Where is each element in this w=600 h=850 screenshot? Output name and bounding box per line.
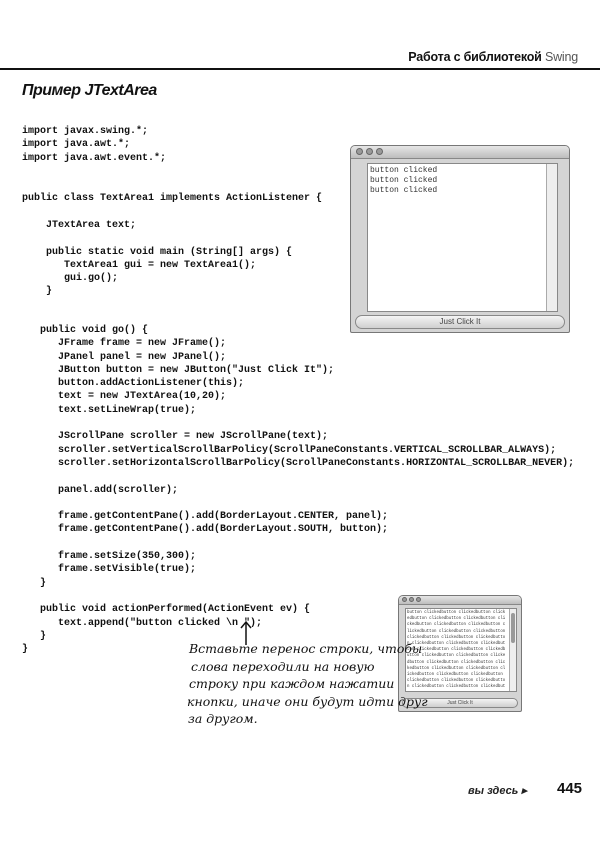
just-click-it-button[interactable]: Just Click It — [402, 698, 518, 708]
text-line: button clicked — [370, 186, 438, 195]
text-content: button clickedbutton clickedbutton clickedbutton clickedbutton clickedbutton clickedbutton clickedbutton clickedbutton clickedbutton clickedbutton clickedbutton clickedbutton clickedbutton clickedbutton clickedbutton clickedbutton clickedbutton clickedbutton clickedbutton clickedbutton clickedbutton clickedbutton clickedbutton clickedbutton clickedbutton clickedbutton clickedbutton clickedbutton clickedbutton clickedbutton clickedbutton clickedbutton clickedbutton clickedbutton clickedbutton clickedbutton clickedbut — [407, 611, 506, 690]
section-title: Пример JTextArea — [22, 82, 157, 99]
annotation-line: кнопки, иначе они будут идти друг — [187, 693, 428, 709]
vertical-scrollbar[interactable] — [546, 164, 557, 311]
handwritten-annotation — [187, 640, 428, 728]
minimize-icon — [366, 148, 373, 155]
close-icon — [356, 148, 363, 155]
annotation-line: за другом. — [188, 711, 258, 726]
running-header — [408, 50, 578, 64]
text-line: button clicked — [370, 176, 438, 185]
code-class-declaration: public class TextArea1 implements ActionListener { — [22, 193, 323, 204]
scrollbar-thumb[interactable] — [511, 613, 515, 643]
close-icon — [402, 597, 407, 602]
annotation-line: слова переходили на новую — [191, 658, 375, 674]
vertical-scrollbar[interactable] — [509, 609, 516, 691]
footer-you-are-here: вы здесь ▸ — [468, 785, 527, 797]
text-line: button clicked — [370, 166, 438, 175]
code-go-method: public void go() { JFrame frame = new JFrame(); JPanel panel = new JPanel(); JButton button = new JButton("Just Click It"); button.addActionListener(this); text = new JTextArea(10,20); text.setLineWrap(true); JScrollPane scroller = new JScrollPane(text); scroller.setVerticalScrollBarPolicy(ScrollPaneConstants.VERTICAL_SCROLLBAR_ALWAYS); scroller.setHorizontalScrollBarPolicy(ScrollPaneConstants.HORIZONTAL_SCROLLBAR_NEVER); panel.add(scroller); frame.getContentPane().add(BorderLayout.CENTER, panel); frame.getContentPane().add(BorderLayout.SOUTH, button); frame.setSize(350,300); frame.setVisible(true); } public void actionPerformed(ActionEvent ev) { text.append("button clicked \n "); } } — [22, 325, 575, 656]
header-title-swing: Swing — [544, 50, 578, 64]
window-titlebar — [351, 146, 569, 159]
annotation-line: Вставьте перенос строки, чтобы — [189, 641, 423, 656]
code-imports: import javax.swing.*; import java.awt.*; import java.awt.event.*; — [22, 126, 167, 164]
header-title: Работа с библиотекой — [408, 50, 542, 64]
just-click-it-button[interactable]: Just Click It — [355, 315, 565, 329]
annotation-line: строку при каждом нажатии — [189, 676, 395, 691]
code-main-method: JTextArea text; public static void main (String[] args) { TextArea1 gui = new TextArea1(); gui.go(); } — [46, 220, 293, 298]
zoom-icon — [416, 597, 421, 602]
minimize-icon — [409, 597, 414, 602]
header-rule — [0, 68, 600, 70]
zoom-icon — [376, 148, 383, 155]
page-number: 445 — [557, 780, 583, 797]
text-area[interactable] — [367, 163, 558, 312]
window-titlebar — [399, 596, 521, 605]
window-screenshot-large — [350, 145, 570, 333]
